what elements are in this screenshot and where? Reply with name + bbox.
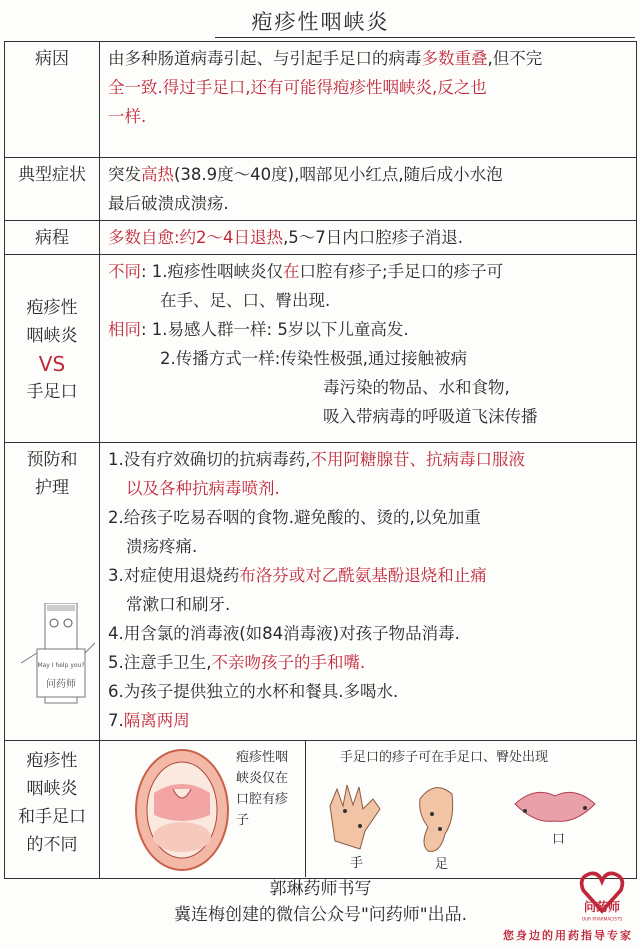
row-label: 病因 — [5, 42, 100, 158]
text-segment: 最后破溃成溃疡. — [108, 194, 229, 213]
text-line — [108, 619, 630, 648]
mouth-note — [236, 747, 288, 831]
highlighted-text: 不亲吻孩子的手和嘴. — [211, 653, 366, 672]
highlighted-text: 在 — [283, 262, 300, 281]
text-segment: 1.没有疗效确切的抗病毒药, — [108, 450, 311, 469]
text-segment: 2.传播方式一样:传染性极强,通过接触被病 — [160, 349, 468, 368]
lips-illustration — [510, 786, 600, 826]
label-line: 咽峡炎 — [26, 779, 78, 799]
row-compare — [5, 255, 637, 443]
note-line: 子 — [236, 813, 250, 828]
label-line: 的不同 — [26, 835, 78, 855]
mascot-illustration — [17, 603, 97, 713]
note-line: 峡炎仅在 — [236, 771, 289, 786]
label-line: 手足口 — [26, 381, 78, 402]
text-line — [108, 373, 630, 402]
svg-text:问药师: 问药师 — [46, 679, 76, 690]
hand-illustration — [325, 781, 385, 851]
svg-text:问药师: 问药师 — [583, 899, 621, 914]
svg-text:May I help you?: May I help you? — [37, 662, 85, 669]
text-line — [108, 286, 630, 315]
text-line — [108, 706, 630, 735]
text-line — [108, 315, 630, 344]
row-prevention — [5, 443, 637, 741]
row-symptoms — [5, 158, 637, 221]
text-line — [108, 590, 630, 619]
highlighted-text: 不同 — [108, 262, 141, 281]
text-segment: 由多种肠道病毒引起、与引起手足口的病毒 — [108, 49, 422, 68]
title-underline — [215, 37, 635, 38]
text-segment: 6.为孩子提供独立的水杯和餐具.多喝水. — [108, 682, 399, 701]
text-segment: 常漱口和刷牙. — [126, 595, 231, 614]
highlighted-text: 布洛芬或对乙酰氨基酚退烧和止痛 — [239, 566, 487, 585]
page-title: 疱疹性咽峡炎 — [251, 10, 390, 34]
text-segment: 2.给孩子吃易吞咽的食物.避免酸的、烫的,以免加重 — [108, 508, 481, 527]
text-line — [108, 503, 630, 532]
publisher-credit: 冀连梅创建的微信公众号"问药师"出品. — [173, 905, 468, 925]
text-line — [108, 102, 630, 131]
svg-text:OUR PHARMACISTS: OUR PHARMACISTS — [581, 916, 623, 922]
highlighted-text: 全一致.得过手足口,还有可能得疱疹性咽峡炎,反之也 — [108, 78, 487, 97]
info-table — [4, 41, 637, 879]
hfm-note: 手足口的疹子可在手足口、臀处出现 — [340, 750, 549, 765]
text-line — [108, 189, 630, 218]
text-line — [108, 344, 630, 373]
text-segment: 毒污染的物品、水和食物, — [323, 378, 510, 397]
divider — [305, 741, 306, 877]
slogan: 您身边的用药指导专家 — [503, 929, 633, 942]
label-line: 护理 — [35, 478, 69, 498]
note-line: 口腔有疹 — [236, 792, 289, 807]
row-body — [100, 221, 637, 255]
text-segment: : 1.易感人群一样: 5岁以下儿童高发. — [141, 320, 409, 339]
highlighted-text: 隔离两周 — [123, 711, 190, 730]
highlighted-text: 多数自愈:约2～4日退热 — [108, 228, 284, 247]
highlighted-text: 以及各种抗病毒喷剂. — [126, 479, 280, 498]
row-difference — [5, 741, 637, 879]
compare-body — [100, 255, 637, 443]
row-body — [100, 158, 637, 221]
text-line — [108, 445, 630, 474]
text-line — [108, 561, 630, 590]
author-credit: 郭琳药师书写 — [269, 879, 372, 899]
illustration-area — [100, 741, 636, 877]
text-line — [108, 223, 630, 252]
highlighted-text: 一样. — [108, 107, 147, 126]
text-segment: 4.用含氯的消毒液(如84消毒液)对孩子物品消毒. — [108, 624, 460, 643]
text-segment: 在手、足、口、臀出现. — [160, 291, 331, 310]
text-segment: 突发 — [108, 165, 141, 184]
text-segment: ,5～7日内口腔疹子消退. — [283, 228, 464, 247]
compare-label — [5, 255, 100, 443]
text-line — [108, 73, 630, 102]
foot-label: 足 — [435, 857, 449, 872]
vs-label: VS — [38, 351, 66, 376]
prevention-label — [5, 443, 100, 741]
highlighted-text: 高热 — [141, 165, 174, 184]
text-segment: 溃疡疼痛. — [126, 537, 198, 556]
text-line — [108, 257, 630, 286]
row-label: 病程 — [5, 221, 100, 255]
highlighted-text: 相同 — [108, 320, 141, 339]
highlighted-text: 多数重叠 — [421, 49, 488, 68]
prevention-body — [100, 443, 637, 741]
label-line: 和手足口 — [18, 807, 86, 827]
text-line — [108, 532, 630, 561]
text-line — [108, 474, 630, 503]
text-segment: ,但不完 — [487, 49, 543, 68]
label-line: 疱疹性 — [26, 297, 78, 318]
text-line — [108, 44, 630, 73]
text-segment: 5.注意手卫生, — [108, 653, 212, 672]
text-line — [108, 402, 630, 431]
note-line: 疱疹性咽 — [236, 750, 289, 765]
difference-label — [5, 741, 100, 879]
text-segment: 吸入带病毒的呼吸道飞沫传播 — [323, 407, 538, 426]
label-line: 咽峡炎 — [26, 325, 78, 346]
hand-label: 手 — [350, 856, 364, 871]
row-body — [100, 42, 637, 158]
text-line — [108, 160, 630, 189]
row-cause — [5, 42, 637, 158]
row-course — [5, 221, 637, 255]
row-label: 典型症状 — [5, 158, 100, 221]
open-mouth-illustration — [132, 745, 232, 875]
text-segment: (38.9度～40度),咽部见小红点,随后成小水泡 — [174, 165, 503, 184]
highlighted-text: 不用阿糖腺苷、抗病毒口服液 — [310, 450, 525, 469]
text-segment: 3.对症使用退烧药 — [108, 566, 240, 585]
text-line — [108, 677, 630, 706]
text-line — [108, 648, 630, 677]
lip-label: 口 — [552, 832, 566, 847]
text-segment: : 1.疱疹性咽峡炎仅 — [141, 262, 284, 281]
label-line: 疱疹性 — [26, 751, 78, 771]
text-segment: 7. — [108, 711, 124, 730]
label-line: 预防和 — [26, 450, 78, 470]
difference-illustrations — [100, 741, 637, 879]
heart-logo — [577, 870, 627, 924]
text-segment: 口腔有疹子;手足口的疹子可 — [299, 262, 504, 281]
foot-illustration — [410, 779, 460, 855]
